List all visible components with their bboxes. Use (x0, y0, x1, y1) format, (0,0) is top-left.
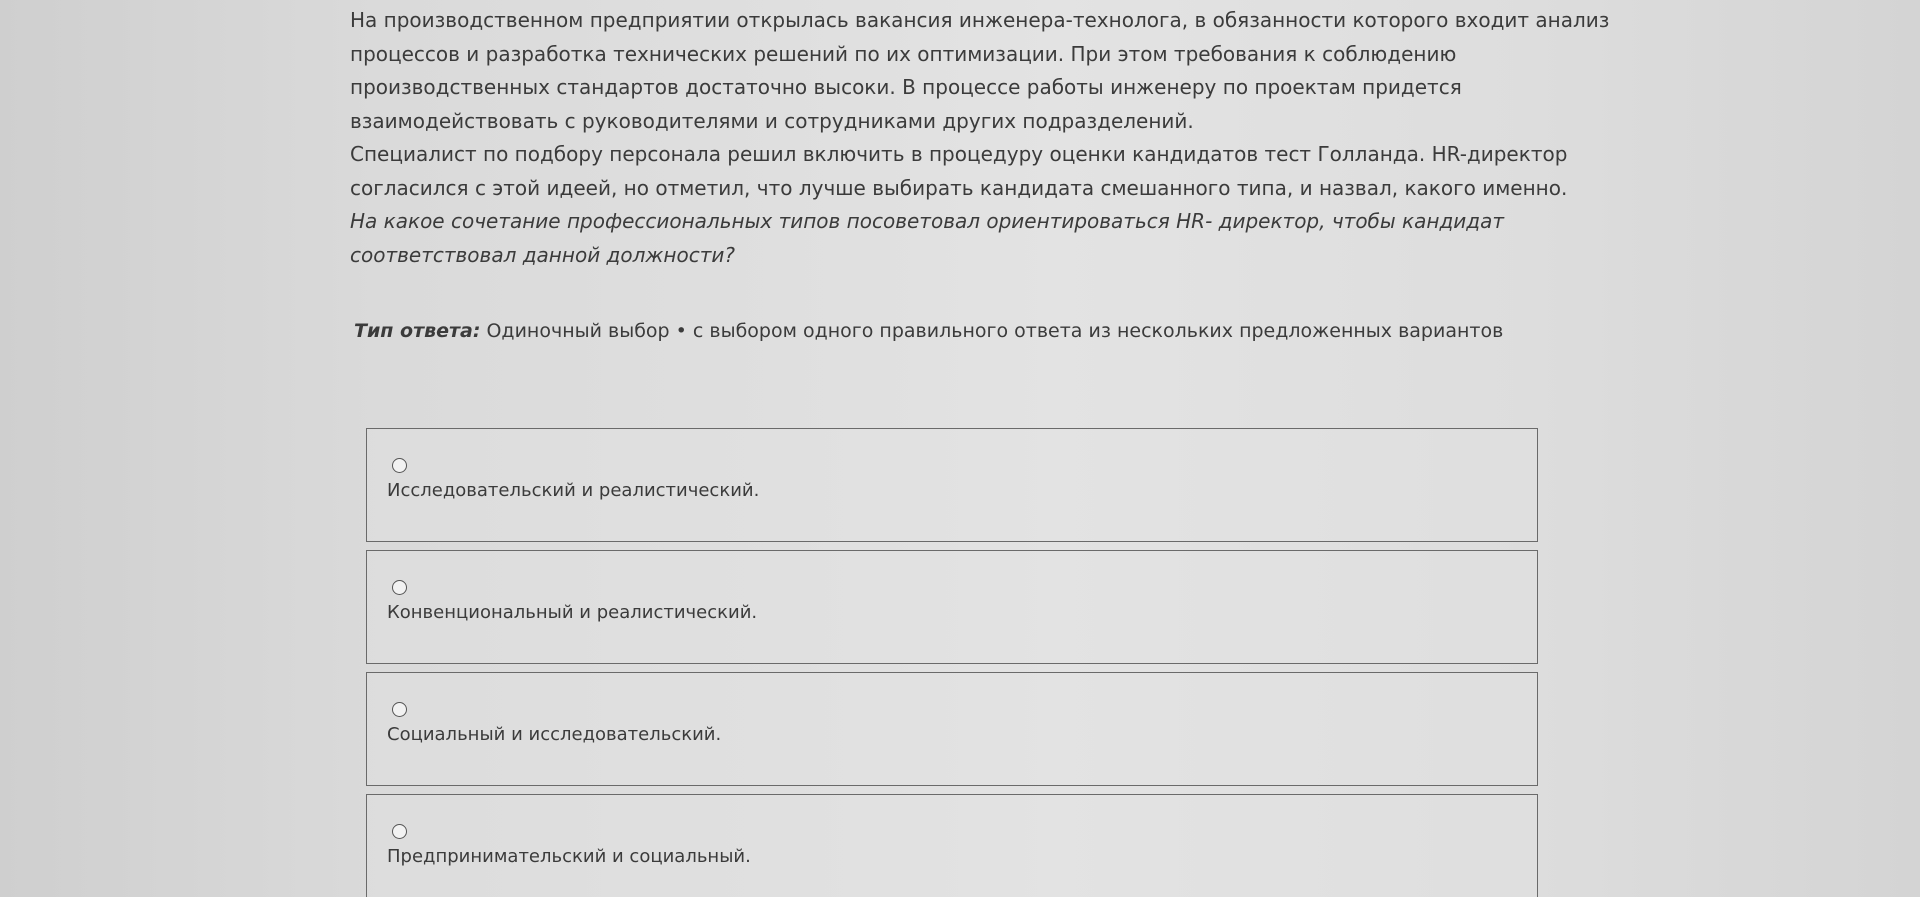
answer-option[interactable] (366, 794, 1538, 897)
question-line: процессов и разработка технических решений по их оптимизации. При этом требования к соблюдению (350, 41, 1457, 66)
answer-type (354, 318, 1503, 344)
answer-option-label: Предпринимательский и социальный. (387, 846, 751, 867)
question-line: согласился с этой идеей, но отметил, что лучше выбирать кандидата смешанного типа, и назвал, какого именно. (350, 175, 1568, 200)
radio-button[interactable] (392, 580, 407, 595)
answer-type-value: Одиночный выбор • с выбором одного правильного ответа из нескольких предложенных вариантов (480, 320, 1504, 342)
question-prompt-line: соответствовал данной должности? (350, 242, 735, 267)
question-line: производственных стандартов достаточно высоки. В процессе работы инженеру по проектам придется (350, 75, 1462, 99)
radio-button[interactable] (392, 824, 407, 839)
answer-type-label: Тип ответа: (354, 320, 481, 342)
question-prompt-line: На какое сочетание профессиональных типов посоветовал ориентироваться HR- директор, чтобы кандидат (350, 209, 1505, 233)
answer-option-label: Социальный и исследовательский. (387, 724, 722, 745)
answer-options (366, 428, 1540, 897)
answer-option[interactable] (366, 672, 1538, 786)
question-line: Специалист по подбору персонала решил включить в процедуру оценки кандидатов тест Голланда. HR-директор (350, 142, 1568, 166)
radio-button[interactable] (392, 458, 407, 473)
answer-option[interactable] (366, 428, 1538, 542)
answer-option[interactable] (366, 550, 1538, 664)
answer-option-label: Конвенциональный и реалистический. (387, 602, 758, 623)
question-line: На производственном предприятии открылась вакансия инженера-технолога, в обязанности которого входит анализ (350, 8, 1610, 32)
question-text (350, 4, 1610, 272)
radio-button[interactable] (392, 702, 407, 717)
question-line: взаимодействовать с руководителями и сотрудниками других подразделений. (350, 108, 1194, 133)
answer-option-label: Исследовательский и реалистический. (387, 480, 760, 501)
